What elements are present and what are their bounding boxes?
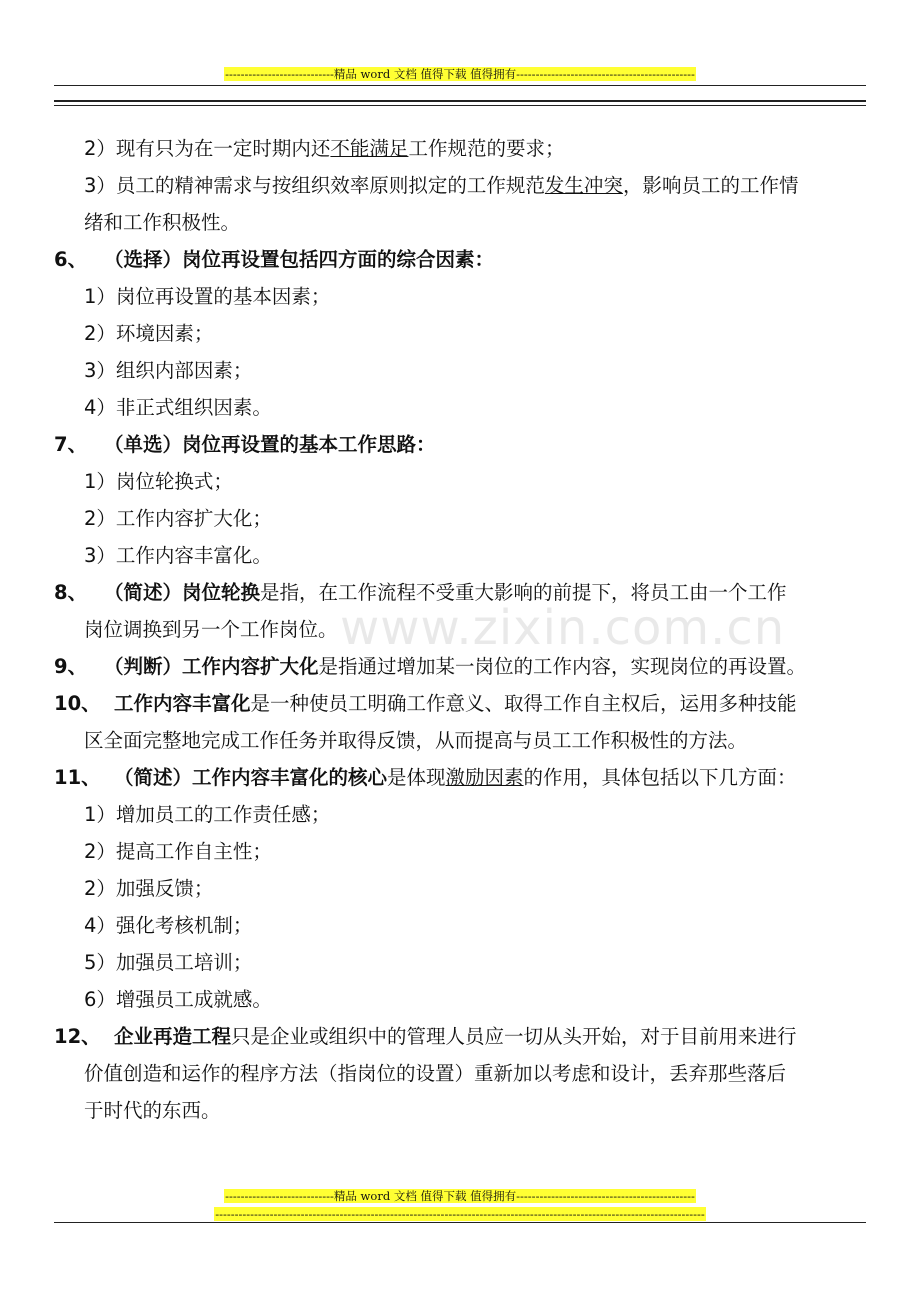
question-12: 12、 企业再造工程只是企业或组织中的管理人员应一切从头开始，对于目前用来进行 [54,1025,797,1048]
list-item: 3）组织内部因素； [84,359,253,382]
document-body [54,130,874,1129]
question-11: 11、 （简述）工作内容丰富化的核心是体现激励因素的作用，具体包括以下几方面： [54,766,797,789]
watermark: www.zixin.com.cn [340,600,786,656]
question-12-continuation: 于时代的东西。 [84,1099,221,1122]
list-item: 1）岗位轮换式； [84,470,233,493]
list-item: 1）岗位再设置的基本因素； [84,285,331,308]
question-6-heading: 6、 （选择）岗位再设置包括四方面的综合因素： [54,248,495,271]
paragraph-line: 绪和工作积极性。 [84,211,241,234]
paragraph-line: 2）现有只为在一定时期内还不能满足工作规范的要求； [84,137,565,160]
list-item: 2）加强反馈； [84,877,214,900]
question-10-continuation: 区全面完整地完成工作任务并取得反馈，从而提高与员工工作积极性的方法。 [84,729,748,752]
list-item: 4）强化考核机制； [84,914,253,937]
list-item: 6）增强员工成就感。 [84,988,272,1011]
list-item: 2）环境因素； [84,322,214,345]
list-item: 2）工作内容扩大化； [84,507,272,530]
question-7-heading: 7、 （单选）岗位再设置的基本工作思路： [54,433,436,456]
list-item: 2）提高工作自主性； [84,840,272,863]
header-rule-thin [54,105,866,106]
question-10: 10、 工作内容丰富化是一种使员工明确工作意义、取得工作自主权后，运用多种技能 [54,692,797,715]
header-banner: ----------------------------精品 word 文档 值得下载 值得拥有---------------------------------------------- [225,67,695,81]
list-item: 3）工作内容丰富化。 [84,544,272,567]
question-12-continuation: 价值创造和运作的程序方法（指岗位的设置）重新加以考虑和设计，丢弃那些落后 [84,1062,787,1085]
question-9: 9、 （判断）工作内容扩大化是指通过增加某一岗位的工作内容，实现岗位的再设置。 [54,655,807,678]
footer-rule [54,1222,866,1223]
footer-dash-line: ------------------------------------------------------------------------------------------------------------------------------ [215,1207,705,1221]
paragraph-line: 3）员工的精神需求与按组织效率原则拟定的工作规范发生冲突，影响员工的工作情 [84,174,799,197]
footer-banner: ----------------------------精品 word 文档 值得下载 值得拥有---------------------------------------------- [225,1189,695,1203]
question-8-continuation: 岗位调换到另一个工作岗位。 [84,618,338,641]
list-item: 1）增加员工的工作责任感； [84,803,331,826]
list-item: 5）加强员工培训； [84,951,253,974]
header-rule [54,85,866,86]
list-item: 4）非正式组织因素。 [84,396,272,419]
question-8: 8、 （简述）岗位轮换是指，在工作流程不受重大影响的前提下，将员工由一个工作 [54,581,787,604]
header-rule-thick [54,100,866,102]
